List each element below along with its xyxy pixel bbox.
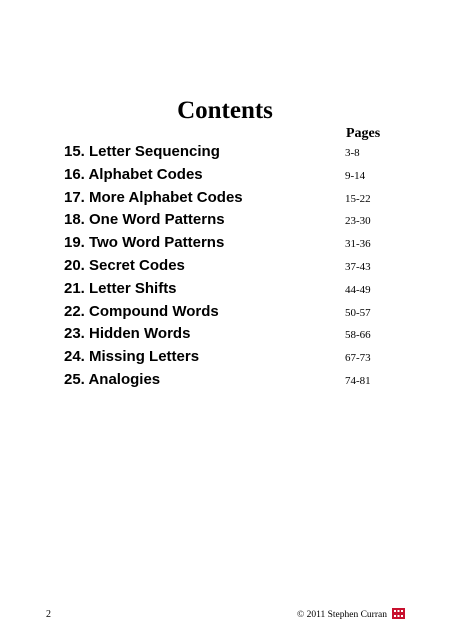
toc-entry-pages: 74-81 <box>345 374 371 387</box>
toc-entry-title: 24. Missing Letters <box>64 348 200 366</box>
toc-entry-title: 16. Alphabet Codes <box>64 165 203 183</box>
toc-entry-title: 21. Letter Shifts <box>64 279 177 297</box>
toc-entry <box>64 323 404 346</box>
toc-entry <box>64 346 404 369</box>
toc-entry <box>64 187 404 210</box>
toc-entry-pages: 31-36 <box>345 238 371 251</box>
page-title: Contents <box>177 97 273 124</box>
toc-entry-title: 25. Analogies <box>64 370 161 388</box>
toc-entry <box>64 301 404 324</box>
toc-entry-title: 20. Secret Codes <box>64 256 185 274</box>
toc-entry-pages: 58-66 <box>345 329 371 342</box>
toc-entry <box>64 232 404 255</box>
page-number: 2 <box>46 609 51 620</box>
toc-entry-pages: 50-57 <box>345 306 371 319</box>
toc-entry-title: 17. More Alphabet Codes <box>64 188 243 206</box>
toc-entry-title: 18. One Word Patterns <box>64 211 225 229</box>
toc-entry-pages: 37-43 <box>345 260 371 273</box>
toc-entry <box>64 141 404 164</box>
toc-entry-pages: 23-30 <box>345 215 371 228</box>
toc-entry-title: 15. Letter Sequencing <box>64 143 220 160</box>
toc-entry-pages: 44-49 <box>345 283 371 296</box>
table-of-contents <box>64 141 404 392</box>
toc-entry-pages: 9-14 <box>345 169 366 182</box>
publisher-logo-icon <box>392 608 405 619</box>
toc-entry <box>64 164 404 187</box>
toc-entry-pages: 3-8 <box>345 147 360 159</box>
toc-entry-title: 23. Hidden Words <box>64 325 191 343</box>
toc-entry-title: 19. Two Word Patterns <box>64 234 225 252</box>
toc-entry <box>64 369 404 392</box>
toc-entry <box>64 209 404 232</box>
toc-entry-pages: 15-22 <box>345 192 371 205</box>
toc-entry-pages: 67-73 <box>345 352 371 365</box>
copyright-notice: © 2011 Stephen Curran <box>297 610 387 620</box>
pages-column-header: Pages <box>346 126 381 141</box>
toc-entry <box>64 278 404 301</box>
toc-entry-title: 22. Compound Words <box>64 302 219 320</box>
toc-entry <box>64 255 404 278</box>
